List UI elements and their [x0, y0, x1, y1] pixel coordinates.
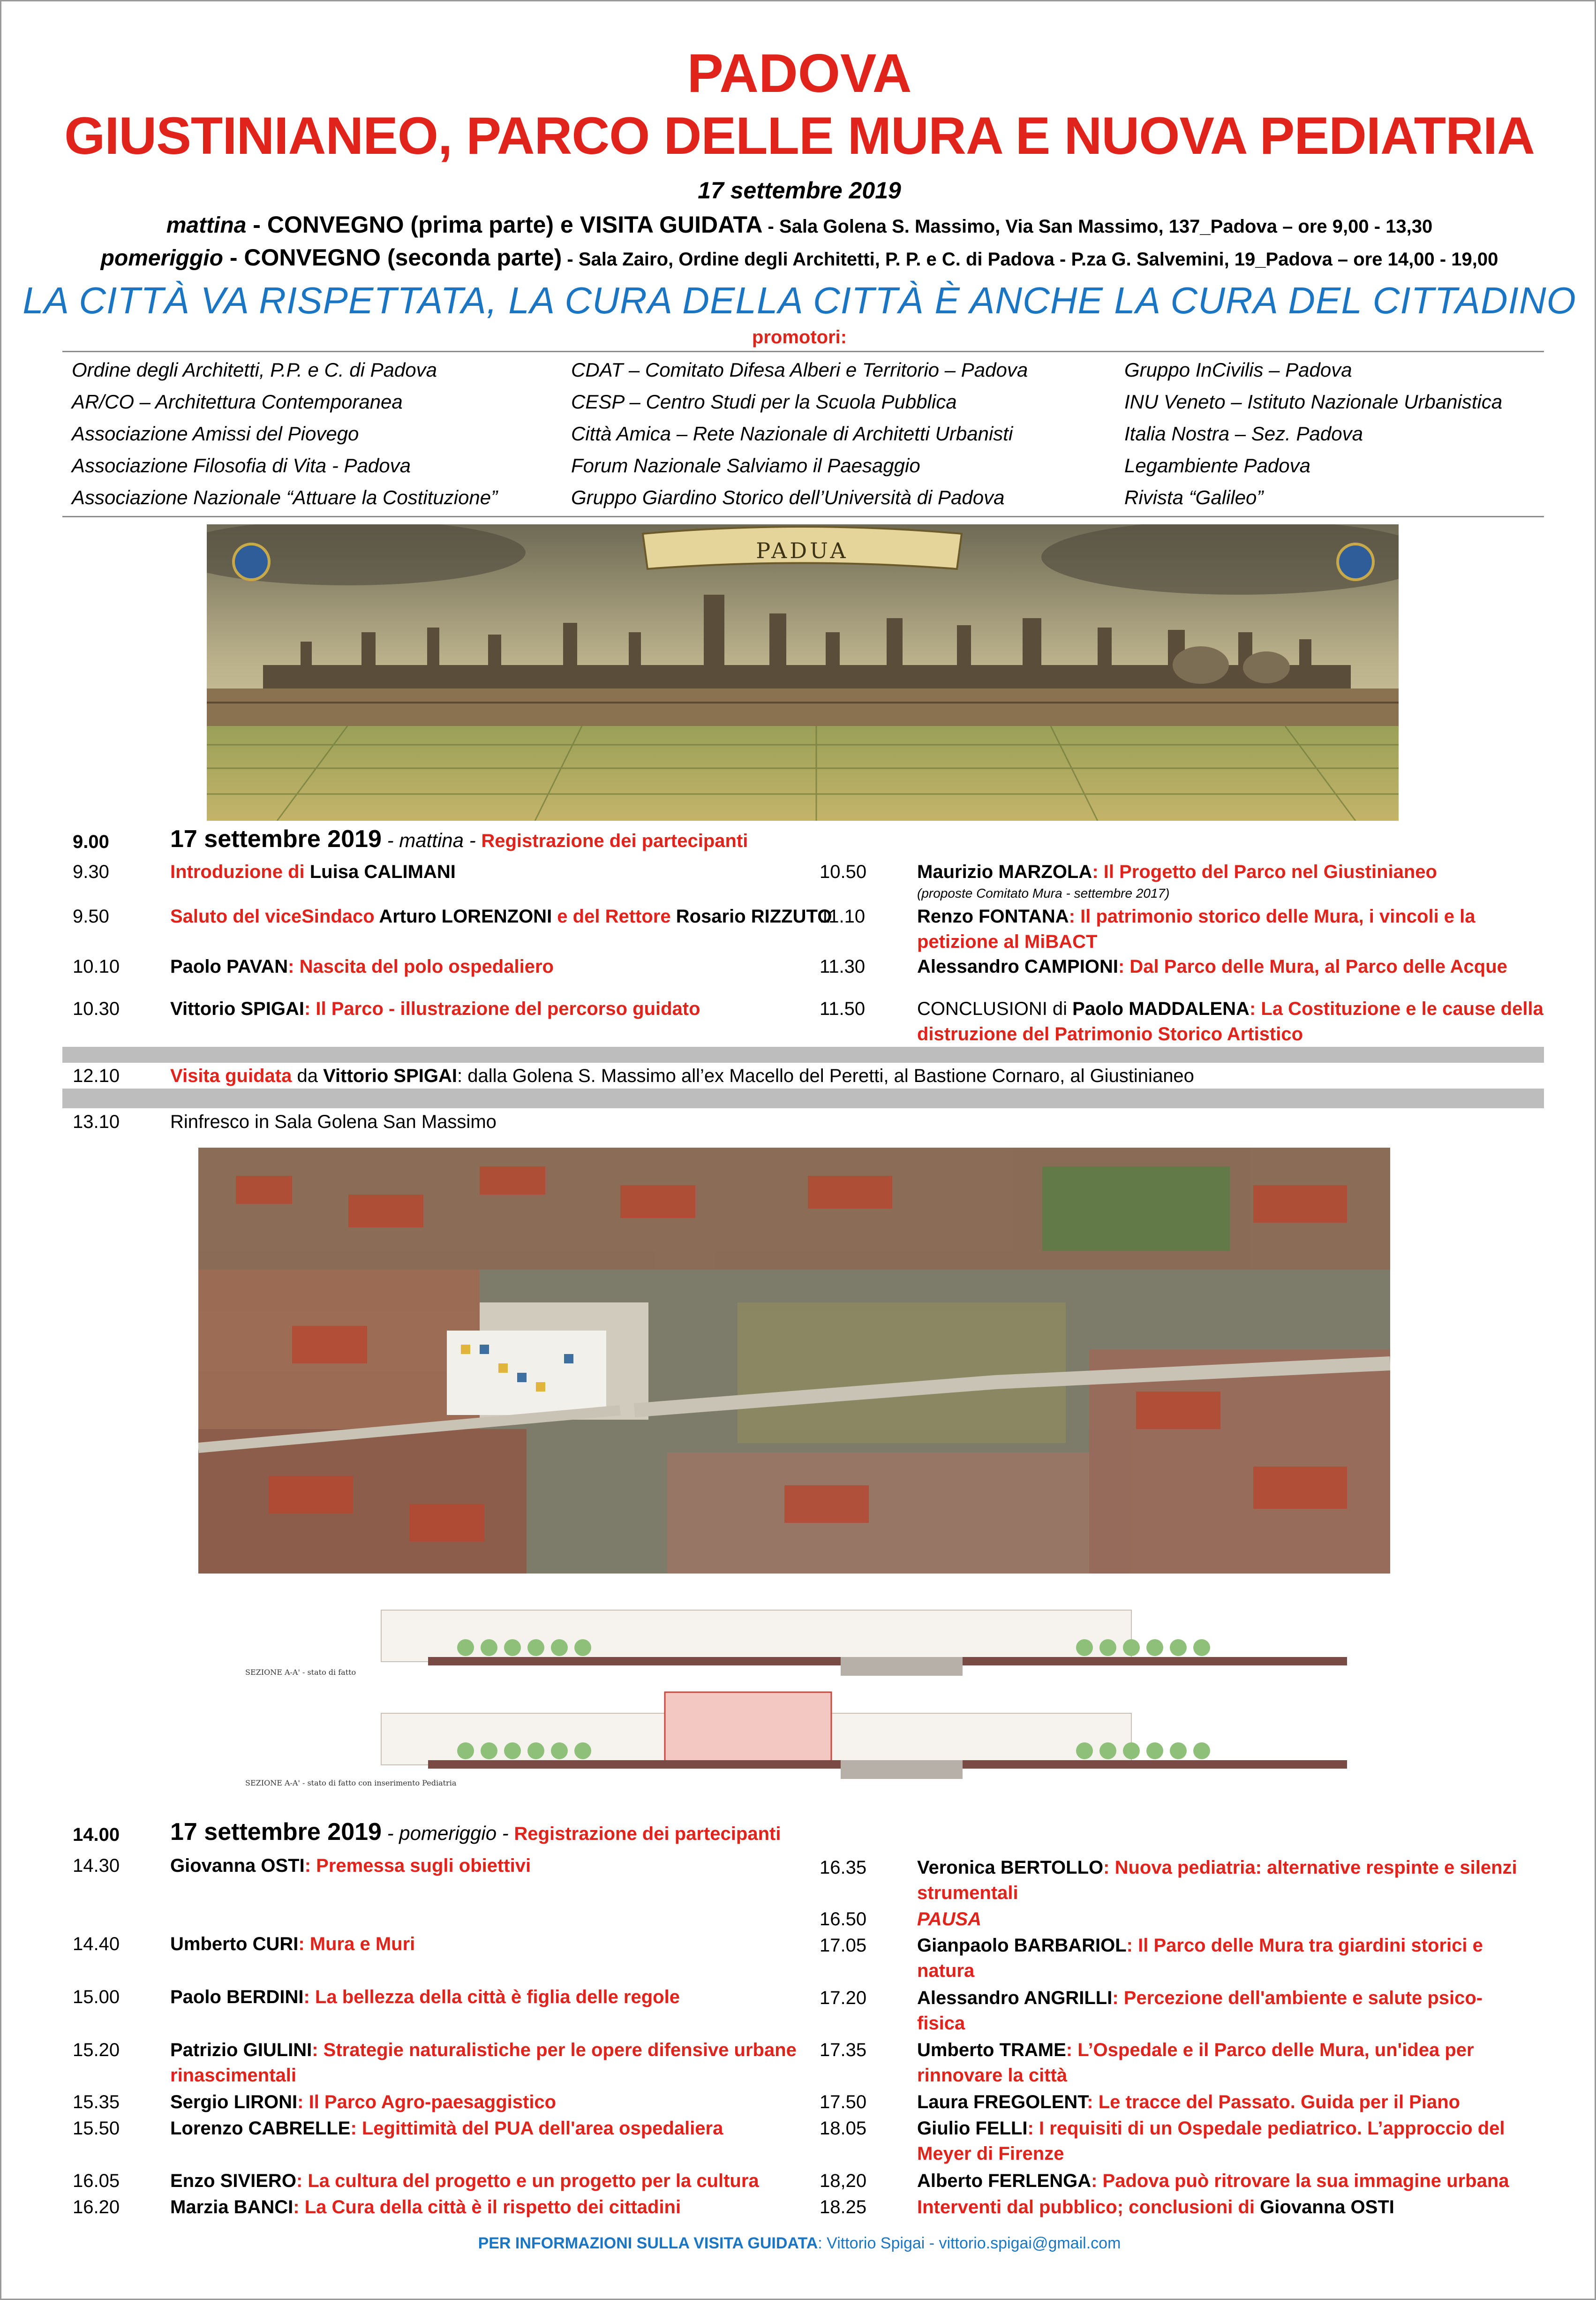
- panorama-banner-text: PADUA: [756, 538, 849, 563]
- speaker: Sergio LIRONI: [170, 2092, 298, 2112]
- promoter: Ordine degli Architetti, P.P. e C. di Padova: [72, 359, 437, 381]
- section-caption: SEZIONE A-A' - stato di fatto: [245, 1668, 356, 1677]
- promoter: Associazione Filosofia di Vita - Padova: [72, 454, 411, 477]
- promoters-label: promotori:: [752, 327, 847, 348]
- speaker: Patrizio GIULINI: [170, 2040, 312, 2060]
- program-part: - mattina -: [381, 829, 482, 851]
- time: 15.50: [73, 2118, 120, 2139]
- talk-title: : La bellezza della città è figlia delle regole: [303, 1987, 680, 2007]
- time: 16.05: [73, 2171, 120, 2191]
- time: 15.35: [73, 2092, 120, 2112]
- time: 11.50: [820, 999, 866, 1019]
- talk-title-cont: natura: [917, 1960, 975, 1981]
- talk-title: : Il Parco Agro-paesaggistico: [297, 2092, 557, 2112]
- morning-venue: - Sala Golena S. Massimo, Via San Massimo, 137_Padova – ore 9,00 - 13,30: [762, 216, 1433, 237]
- time: 18.25: [820, 2197, 867, 2217]
- time: 14.30: [73, 1855, 120, 1876]
- afternoon-session-line: [1, 242, 1596, 279]
- time: 11.10: [820, 906, 866, 927]
- time: 18.05: [820, 2118, 867, 2139]
- time: 13.10: [73, 1112, 120, 1132]
- talk-title: : Padova può ritrovare la sua immagine urbana: [1091, 2171, 1509, 2191]
- talk-title: : Premessa sugli obiettivi: [304, 1855, 531, 1876]
- promoter: CDAT – Comitato Difesa Alberi e Territorio – Padova: [571, 359, 1028, 381]
- promoter: Legambiente Padova: [1124, 454, 1310, 477]
- talk-title: : Il Parco delle Mura tra giardini storici e: [1126, 1935, 1483, 1956]
- talk-title: : La cultura del progetto e un progetto per la cultura: [296, 2171, 759, 2191]
- time: 9.50: [73, 906, 109, 927]
- time: 15.20: [73, 2040, 120, 2060]
- separator-band: [62, 1047, 1544, 1063]
- speaker: Alessandro CAMPIONI: [917, 956, 1118, 977]
- promoters-column-3: [1124, 354, 1502, 514]
- promoters-column-2: [571, 354, 1028, 514]
- talk-title: : Le tracce del Passato. Guida per il Piano: [1087, 2092, 1460, 2112]
- aerial-photo: [198, 1148, 1390, 1574]
- title-subject: GIUSTINIANEO, PARCO DELLE MURA E NUOVA PEDIATRIA: [64, 106, 1535, 165]
- time: 17.50: [820, 2092, 867, 2112]
- promoter: Gruppo Giardino Storico dell’Università di Padova: [571, 486, 1005, 508]
- afternoon-venue: - Sala Zairo, Ordine degli Architetti, P. P. e C. di Padova - P.za G. Salvemini, 19_Padova – ore 14,00 - 19,00: [562, 249, 1498, 270]
- speaker: Renzo FONTANA: [917, 906, 1069, 927]
- promoter: AR/CO – Architettura Contemporanea: [72, 391, 403, 413]
- afternoon-event: - CONVEGNO (seconda parte): [223, 244, 562, 271]
- talk-title: Interventi dal pubblico; conclusioni di: [917, 2197, 1260, 2217]
- speaker: Giovanna OSTI: [1260, 2197, 1394, 2217]
- afternoon-label: pomeriggio: [100, 246, 223, 271]
- time: 11.30: [820, 956, 866, 977]
- talk-title: : La Costituzione e le cause della: [1249, 999, 1543, 1019]
- talk-title: e del Rettore: [552, 906, 676, 927]
- time: 14.40: [73, 1934, 120, 1954]
- time: 14.00: [73, 1824, 120, 1845]
- speaker: Enzo SIVIERO: [170, 2171, 296, 2191]
- speaker: Paolo MADDALENA: [1072, 999, 1250, 1019]
- speaker: Maurizio MARZOLA: [917, 862, 1092, 882]
- time: 17.05: [820, 1935, 867, 1956]
- speaker: Vittorio SPIGAI: [323, 1066, 458, 1086]
- time: 9.30: [73, 862, 109, 882]
- speaker: Lorenzo CABRELLE: [170, 2118, 351, 2139]
- talk-title-cont: strumentali: [917, 1883, 1018, 1903]
- lunch-text: Rinfresco in Sala Golena San Massimo: [170, 1112, 497, 1132]
- talk-title: : Il patrimonio storico delle Mura, i vincoli e la: [1069, 906, 1476, 927]
- speaker: Veronica BERTOLLO: [917, 1857, 1104, 1878]
- speaker: Umberto TRAME: [917, 2040, 1066, 2060]
- talk-title-cont: rinascimentali: [170, 2065, 297, 2086]
- time: 10.30: [73, 999, 120, 1019]
- promoter: Italia Nostra – Sez. Padova: [1124, 423, 1363, 445]
- talk-title-cont: rinnovare la città: [917, 2065, 1068, 2086]
- time: 17.35: [820, 2040, 867, 2060]
- talk-title: : L’Ospedale e il Parco delle Mura, un'idea per: [1066, 2040, 1474, 2060]
- talk-title: : Nuova pediatria: alternative respinte e silenzi: [1103, 1857, 1517, 1878]
- pause-label: PAUSA: [917, 1909, 982, 1929]
- footer-label: PER INFORMAZIONI SULLA VISITA GUIDATA: [478, 2234, 818, 2252]
- time: 12.10: [73, 1066, 120, 1086]
- speaker: Giovanna OSTI: [170, 1855, 305, 1876]
- program-date: 17 settembre 2019: [170, 825, 382, 853]
- talk-title-cont: fisica: [917, 2013, 965, 2034]
- promoter: Associazione Amissi del Piovego: [72, 423, 359, 445]
- talk-title-cont: Meyer di Firenze: [917, 2143, 1064, 2164]
- time: 18,20: [820, 2171, 867, 2191]
- speaker: Paolo PAVAN: [170, 956, 288, 977]
- promoter: Forum Nazionale Salviamo il Paesaggio: [571, 454, 920, 477]
- title-city: PADOVA: [687, 43, 912, 104]
- speaker: Giulio FELLI: [917, 2118, 1028, 2139]
- speaker: Vittorio SPIGAI: [170, 999, 304, 1019]
- promoters-column-1: [72, 354, 497, 514]
- promoter: Città Amica – Rete Nazionale di Architetti Urbanisti: [571, 423, 1013, 445]
- registration: Registrazione dei partecipanti: [481, 831, 748, 851]
- speaker: Umberto CURI: [170, 1934, 299, 1954]
- visit-route: : dalla Golena S. Massimo all’ex Macello del Peretti, al Bastione Cornaro, al Giustinianeo: [457, 1066, 1194, 1086]
- program-part: - pomeriggio -: [381, 1822, 514, 1844]
- talk-title: Introduzione di: [170, 862, 310, 882]
- time: 15.00: [73, 1987, 120, 2007]
- divider: [62, 351, 1544, 352]
- event-date: 17 settembre 2019: [698, 177, 901, 204]
- promoter: Gruppo InCivilis – Padova: [1124, 359, 1352, 381]
- footer-info: [1, 2233, 1596, 2254]
- speaker: Laura FREGOLENT: [917, 2092, 1087, 2112]
- talk-note: (proposte Comitato Mura - settembre 2017): [917, 886, 1170, 900]
- talk-title: : Percezione dell'ambiente e salute psico-: [1112, 1988, 1483, 2008]
- section-caption: SEZIONE A-A' - stato di fatto con inserimento Pediatria: [245, 1778, 457, 1787]
- talk-title-cont: petizione al MiBACT: [917, 931, 1098, 952]
- talk-title: : La Cura della città è il rispetto dei cittadini: [293, 2197, 681, 2217]
- divider: [62, 516, 1544, 517]
- talk-title: : Dal Parco delle Mura, al Parco delle Acque: [1118, 956, 1507, 977]
- promoter: Rivista “Galileo”: [1124, 486, 1264, 508]
- time: 16.50: [820, 1909, 867, 1929]
- talk-title: : Legittimità del PUA dell'area ospedaliera: [350, 2118, 723, 2139]
- historic-panorama-image: [207, 524, 1399, 821]
- time: 16.35: [820, 1857, 867, 1878]
- section-drawings: [241, 1601, 1347, 1792]
- speaker: Alessandro ANGRILLI: [917, 1988, 1113, 2008]
- slogan: LA CITTÀ VA RISPETTATA, LA CURA DELLA CITTÀ È ANCHE LA CURA DEL CITTADINO: [23, 280, 1576, 321]
- time: 10.50: [820, 862, 867, 882]
- talk-title-cont: distruzione del Patrimonio Storico Artistico: [917, 1024, 1303, 1044]
- talk-title: : Nascita del polo ospedaliero: [288, 956, 554, 977]
- footer-contact: : Vittorio Spigai - vittorio.spigai@gmail.com: [818, 2234, 1121, 2252]
- talk-title: : Il Progetto del Parco nel Giustinianeo: [1092, 862, 1437, 882]
- speaker: Arturo LORENZONI: [379, 906, 552, 927]
- talk-title: : Mura e Muri: [298, 1934, 415, 1954]
- speaker: Alberto FERLENGA: [917, 2171, 1092, 2191]
- time: 16.20: [73, 2197, 120, 2217]
- time: 17.20: [820, 1988, 867, 2008]
- time: 10.10: [73, 956, 120, 977]
- talk-title: : Il Parco - illustrazione del percorso guidato: [304, 999, 700, 1019]
- promoter: Associazione Nazionale “Attuare la Costituzione”: [72, 486, 498, 508]
- program-date: 17 settembre 2019: [170, 1818, 382, 1846]
- speaker: Luisa CALIMANI: [309, 862, 456, 882]
- speaker: Rosario RIZZUTO: [676, 906, 832, 927]
- separator-band: [62, 1089, 1544, 1108]
- time: 9.00: [73, 832, 109, 852]
- morning-session-line: [1, 210, 1596, 246]
- morning-label: mattina: [166, 213, 247, 238]
- talk-title: : I requisiti di un Ospedale pediatrico. L’approccio del: [1027, 2118, 1505, 2139]
- morning-event: - CONVEGNO (prima parte) e VISITA GUIDATA: [246, 212, 763, 238]
- registration: Registrazione dei partecipanti: [514, 1823, 781, 1844]
- promoter: INU Veneto – Istituto Nazionale Urbanistica: [1124, 391, 1503, 413]
- talk-title: : Strategie naturalistiche per le opere difensive urbane: [312, 2040, 797, 2060]
- speaker: Marzia BANCI: [170, 2197, 294, 2217]
- talk-title: Saluto del viceSindaco: [170, 906, 379, 927]
- speaker: Paolo BERDINI: [170, 1987, 304, 2007]
- visit-label: Visita guidata: [170, 1066, 292, 1086]
- visit-mid: da: [292, 1066, 324, 1086]
- conclusion-prefix: CONCLUSIONI di: [917, 999, 1073, 1019]
- promoter: CESP – Centro Studi per la Scuola Pubblica: [571, 391, 957, 413]
- speaker: Gianpaolo BARBARIOL: [917, 1935, 1127, 1956]
